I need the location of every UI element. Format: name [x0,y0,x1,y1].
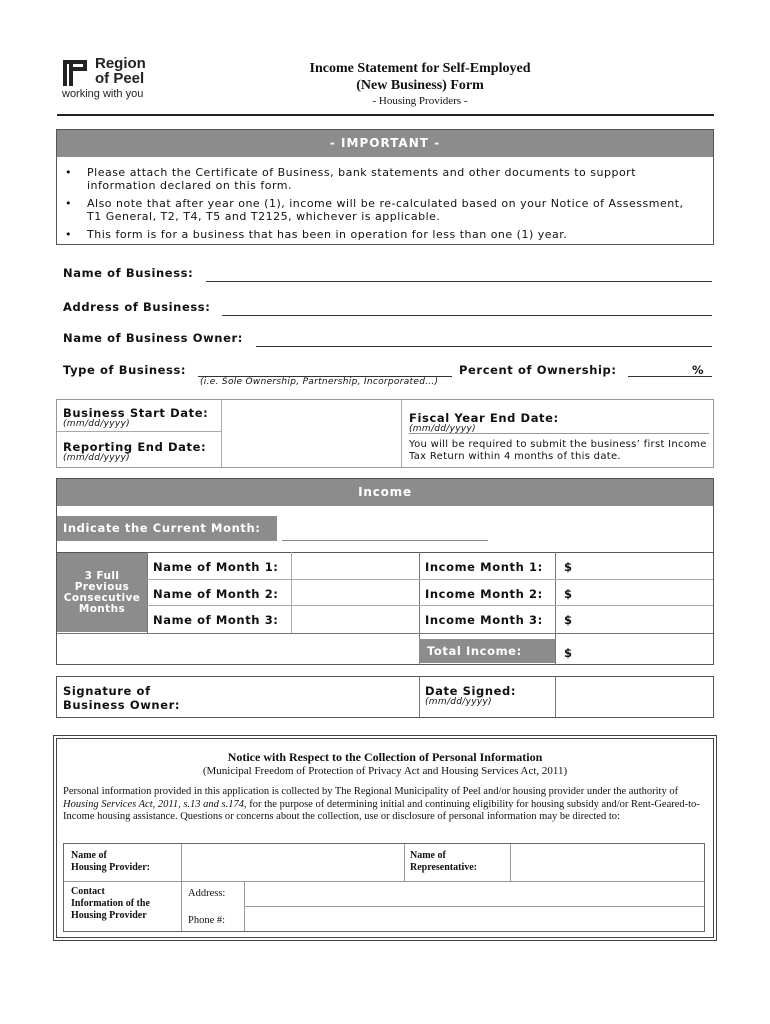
signature-input[interactable] [207,687,412,707]
reporting-end-date-label: Reporting End Date: [63,440,207,454]
month-1-input[interactable] [295,559,415,575]
date-signed-label: Date Signed: [425,684,517,698]
bullet-dot-icon: • [65,197,72,210]
header-rule [57,114,714,116]
dates-row-divider [57,431,221,432]
representative-label: Name of Representative: [410,850,478,873]
housing-provider-label: Name of Housing Provider: [71,850,150,873]
address-label: Address: [188,888,226,899]
business-address-input[interactable] [222,300,712,314]
total-income-currency: $ [564,646,573,660]
current-month-input[interactable] [282,522,487,538]
month-1-label: Name of Month 1: [153,560,279,574]
business-type-hint: (i.e. Sole Ownership, Partnership, Incorporated…) [200,377,439,387]
month-3-input[interactable] [295,611,415,627]
current-month-underline [282,540,488,541]
income-month-2-input[interactable] [579,585,707,601]
business-owner-input[interactable] [256,331,712,345]
notice-paragraph: Personal information provided in this application is collected by The Regional Municipality of Peel and/or housing provider under the authority of Housing Services Act, 2011, s.13 and s.174, for the purpose of determining initial and continuing eligibility for housing subsidy and/or Rent-Geared-to-Income housing assistance. Questions or concerns about the collection, use or disclosure of personal information may be directed to: [63,786,700,822]
date-signed-input[interactable] [561,687,709,707]
notice-title: Notice with Respect to the Collection of Personal Information [227,750,543,764]
tax-return-notice: You will be required to submit the business’ first Income Tax Return within 4 months of this date. [409,439,707,462]
business-name-label: Name of Business: [63,266,194,280]
important-heading: - IMPORTANT - [57,130,713,157]
provider-address-input[interactable] [250,886,698,902]
income-row-div-2 [147,605,713,606]
representative-input[interactable] [516,854,698,872]
month-3-label: Name of Month 3: [153,613,279,627]
income-row-div-1 [147,579,713,580]
important-bullet-3: • This form is for a business that has been in operation for less than one (1) year. [65,228,568,241]
ownership-percent-label: Percent of Ownership: [459,363,617,377]
fiscal-year-end-input[interactable] [562,410,707,424]
current-month-label: Indicate the Current Month: [57,516,277,541]
provider-phone-input[interactable] [250,911,698,927]
dates-divider-2 [401,400,402,467]
income-month-3-input[interactable] [579,611,707,627]
business-owner-underline [256,346,712,347]
income-month-1-input[interactable] [579,559,707,575]
signature-divider-2 [555,677,556,717]
business-type-input[interactable] [198,362,452,376]
reporting-end-date-format: (mm/dd/yyyy) [63,453,130,463]
income-col-4 [555,552,556,665]
income-grid-top [57,552,713,553]
total-income-input[interactable] [579,643,707,659]
contact-col-3 [510,844,511,881]
housing-provider-input[interactable] [186,854,398,872]
fiscal-year-end-format: (mm/dd/yyyy) [409,424,476,434]
income-row-div-3 [57,633,713,634]
business-owner-label: Name of Business Owner: [63,331,243,345]
dates-box [56,399,714,468]
percent-symbol: % [692,363,705,377]
income-month-1-label: Income Month 1: [425,560,543,574]
signature-divider-1 [419,677,420,717]
total-income-label: Total Income: [419,639,555,663]
bullet-dot-icon: • [65,166,72,179]
title-line1: Income Statement for Self-Employed [309,61,531,76]
business-address-label: Address of Business: [63,300,211,314]
income-month-1-currency: $ [564,560,573,574]
contact-col-2 [404,844,405,881]
contact-row-div-1 [64,881,704,882]
date-signed-format: (mm/dd/yyyy) [425,697,492,707]
title-subtitle: - Housing Providers - [372,95,468,107]
important-box [56,129,714,245]
business-name-underline [206,281,712,282]
dates-divider-1 [221,400,222,467]
phone-label: Phone #: [188,915,226,926]
fiscal-year-end-label: Fiscal Year End Date: [409,411,559,425]
signature-label-line2: Business Owner: [63,698,181,712]
business-name-input[interactable] [206,266,712,280]
signature-box [56,676,714,718]
logo-line2: of Peel [95,70,145,87]
start-date-format: (mm/dd/yyyy) [63,419,130,429]
region-of-peel-logo [62,55,172,103]
important-bullet-1: • Please attach the Certificate of Business, bank statements and other documents to support information declared on this form. [65,166,637,192]
page-title [240,60,600,109]
business-address-underline [222,315,712,316]
contact-information-label: Contact Information of the Housing Provider [71,886,150,921]
income-month-2-label: Income Month 2: [425,587,543,601]
logo-line1: Region [95,55,146,72]
income-box [56,478,714,665]
title-line2: (New Business) Form [356,78,484,93]
income-col-1 [147,552,148,634]
previous-months-text: 3 Full Previous Consecutive Months [63,569,141,615]
contact-table [63,843,705,932]
signature-label-line1: Signature of [63,684,151,698]
ownership-percent-input[interactable] [628,362,688,376]
contact-row-div-2 [244,906,704,907]
important-bullet-2: • Also note that after year one (1), income will be re-calculated based on your Notice of Assessment, T1 General, T2, T4, T5 and T2125, whichever is applicable. [65,197,684,223]
income-month-3-currency: $ [564,613,573,627]
income-month-2-currency: $ [564,587,573,601]
previous-months-side-label [57,553,147,632]
privacy-notice-box [56,738,714,938]
reporting-end-date-input[interactable] [225,440,395,458]
start-date-label: Business Start Date: [63,406,209,420]
start-date-input[interactable] [225,408,395,426]
month-2-input[interactable] [295,585,415,601]
income-heading: Income [57,479,713,506]
contact-col-1 [181,844,182,931]
act-citation: Housing Services Act, 2011, s.13 and s.174 [63,798,245,810]
income-month-3-label: Income Month 3: [425,613,543,627]
month-2-label: Name of Month 2: [153,587,279,601]
income-col-2 [291,552,292,634]
business-type-label: Type of Business: [63,363,187,377]
peel-logo-mark-icon [62,58,92,88]
logo-tagline: working with you [62,88,144,100]
fiscal-underline [409,433,709,434]
notice-subtitle: (Municipal Freedom of Protection of Privacy Act and Housing Services Act, 2011) [202,765,568,777]
bullet-dot-icon: • [65,228,72,241]
